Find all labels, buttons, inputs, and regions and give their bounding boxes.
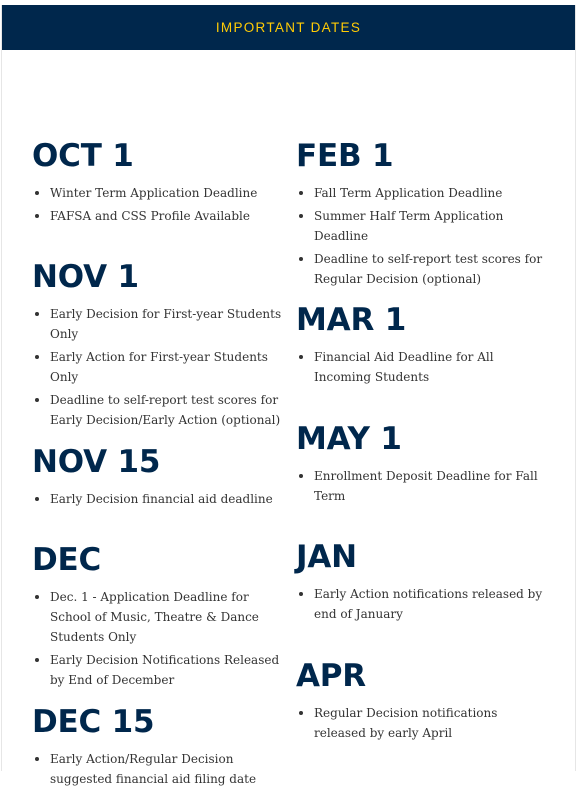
deadline-list <box>296 584 548 624</box>
deadline-item <box>32 749 287 789</box>
deadline-item <box>32 206 287 226</box>
bullet-icon <box>299 474 303 478</box>
bullet-icon <box>299 214 303 218</box>
date-heading: JAN <box>296 539 357 575</box>
deadline-item <box>32 390 287 430</box>
bullet-icon <box>35 312 39 316</box>
deadline-item <box>32 587 287 647</box>
deadline-text: Deadline to self-report test scores for Early Decision/Early Action (optional) <box>50 393 281 427</box>
deadline-text: Early Action for First-year Students Only <box>50 350 268 384</box>
bullet-icon <box>35 757 39 761</box>
date-section-jan <box>296 540 548 627</box>
date-heading: NOV 15 <box>32 444 161 480</box>
deadline-text: Deadline to self-report test scores for Regular Decision (optional) <box>314 252 543 286</box>
deadline-text: Regular Decision notifications released by early April <box>314 706 498 740</box>
bullet-icon <box>35 214 39 218</box>
date-heading: OCT 1 <box>32 138 134 174</box>
deadline-text: Early Action notifications released by end of January <box>314 587 543 621</box>
deadline-list <box>32 587 287 690</box>
deadline-text: Early Decision Notifications Released by End of December <box>50 653 280 687</box>
date-heading: APR <box>296 658 366 694</box>
bullet-icon <box>35 398 39 402</box>
deadline-list <box>32 489 287 509</box>
deadline-text: Summer Half Term Application Deadline <box>314 209 504 243</box>
deadline-item <box>32 183 287 203</box>
deadline-text: Enrollment Deposit Deadline for Fall Term <box>314 469 538 503</box>
deadline-list <box>296 183 548 289</box>
deadline-list <box>32 304 287 430</box>
deadline-list <box>296 703 548 743</box>
bullet-icon <box>299 711 303 715</box>
deadline-list <box>32 183 287 226</box>
date-section-may-1 <box>296 422 548 509</box>
deadline-text: Winter Term Application Deadline <box>50 186 258 200</box>
date-section-feb-1 <box>296 139 548 292</box>
deadline-list <box>296 347 548 387</box>
date-section-oct-1 <box>32 139 287 229</box>
bullet-icon <box>35 355 39 359</box>
bullet-icon <box>35 595 39 599</box>
date-heading: NOV 1 <box>32 259 139 295</box>
deadline-item <box>296 347 548 387</box>
deadline-item <box>296 183 548 203</box>
bullet-icon <box>299 191 303 195</box>
bullet-icon <box>35 497 39 501</box>
banner-title: IMPORTANT DATES <box>215 20 362 35</box>
header-banner <box>2 5 575 50</box>
deadline-text: Fall Term Application Deadline <box>314 186 503 200</box>
deadline-text: Early Decision for First-year Students Only <box>50 307 282 341</box>
important-dates-card <box>1 5 576 786</box>
deadline-item <box>296 466 548 506</box>
deadline-item <box>32 650 287 690</box>
date-heading: FEB 1 <box>296 138 394 174</box>
date-section-nov-1 <box>32 260 287 433</box>
deadline-list <box>32 749 287 789</box>
deadline-item <box>296 249 548 289</box>
deadline-list <box>296 466 548 506</box>
date-heading: MAY 1 <box>296 421 402 457</box>
deadline-text: Dec. 1 - Application Deadline for School of Music, Theatre & Dance Students Only <box>50 590 259 644</box>
deadline-item <box>296 584 548 624</box>
bullet-icon <box>299 257 303 261</box>
deadline-text: Early Decision financial aid deadline <box>50 492 273 506</box>
deadline-text: FAFSA and CSS Profile Available <box>50 209 250 223</box>
date-section-mar-1 <box>296 303 548 390</box>
date-section-dec-15 <box>32 705 287 792</box>
bullet-icon <box>35 191 39 195</box>
deadline-text: Financial Aid Deadline for All Incoming Students <box>314 350 494 384</box>
deadline-text: Early Action/Regular Decision suggested financial aid filing date <box>50 752 257 786</box>
bullet-icon <box>35 658 39 662</box>
date-section-dec <box>32 543 287 693</box>
date-heading: DEC <box>32 542 102 578</box>
bullet-icon <box>299 592 303 596</box>
date-section-apr <box>296 659 548 746</box>
date-heading: MAR 1 <box>296 302 407 338</box>
deadline-item <box>32 304 287 344</box>
deadline-item <box>32 489 287 509</box>
date-heading: DEC 15 <box>32 704 155 740</box>
deadline-item <box>296 703 548 743</box>
deadline-item <box>32 347 287 387</box>
date-section-nov-15 <box>32 445 287 512</box>
deadline-item <box>296 206 548 246</box>
bullet-icon <box>299 355 303 359</box>
